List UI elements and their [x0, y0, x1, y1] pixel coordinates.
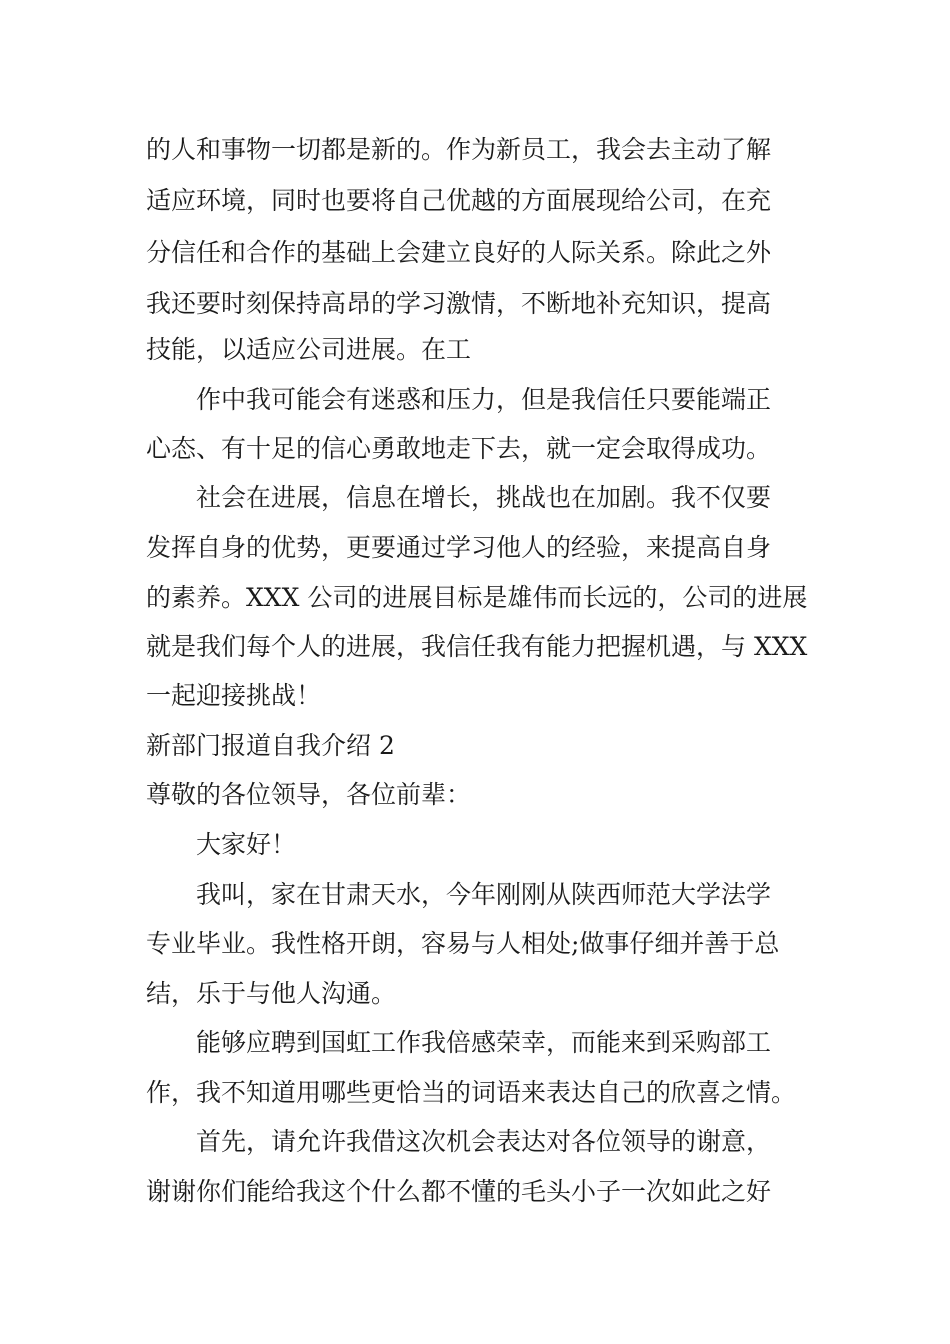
- text-line: 技能，以适应公司进展。在工: [146, 335, 472, 364]
- text-line: 我叫，家在甘肃天水，今年刚刚从陕西师范大学法学: [196, 880, 772, 909]
- text-line: 心态、有十足的信心勇敢地走下去，就一定会取得成功。: [146, 434, 772, 463]
- text-line: 就是我们每个人的进展，我信任我有能力把握机遇，与 XXX: [146, 632, 808, 661]
- text-line: 能够应聘到国虹工作我倍感荣幸，而能来到采购部工: [196, 1028, 772, 1057]
- text-line: 适应环境，同时也要将自己优越的方面展现给公司，在充: [146, 186, 772, 215]
- text-line: 社会在进展，信息在增长，挑战也在加剧。我不仅要: [196, 483, 772, 512]
- text-line: 结，乐于与他人沟通。: [146, 979, 397, 1008]
- salutation: 尊敬的各位领导，各位前辈：: [146, 780, 472, 809]
- text-line: 的人和事物一切都是新的。作为新员工，我会去主动了解: [146, 135, 772, 164]
- text-line: 首先，请允许我借这次机会表达对各位领导的谢意，: [196, 1127, 772, 1156]
- section-heading: 新部门报道自我介绍 2: [146, 731, 395, 760]
- text-line: 一起迎接挑战！: [146, 681, 322, 710]
- text-line: 作，我不知道用哪些更恰当的词语来表达自己的欣喜之情。: [146, 1078, 797, 1107]
- text-line: 谢谢你们能给我这个什么都不懂的毛头小子一次如此之好: [146, 1177, 772, 1206]
- text-line: 的素养。XXX 公司的进展目标是雄伟而长远的，公司的进展: [146, 583, 808, 612]
- text-line: 分信任和合作的基础上会建立良好的人际关系。除此之外: [146, 238, 772, 267]
- text-line: 专业毕业。我性格开朗，容易与人相处;做事仔细并善于总: [146, 929, 780, 958]
- text-line: 作中我可能会有迷惑和压力，但是我信任只要能端正: [196, 385, 772, 414]
- text-line: 发挥自身的优势，更要通过学习他人的经验，来提高自身: [146, 533, 772, 562]
- text-line: 我还要时刻保持高昂的学习激情，不断地补充知识，提高: [146, 289, 772, 318]
- greeting: 大家好！: [196, 830, 297, 859]
